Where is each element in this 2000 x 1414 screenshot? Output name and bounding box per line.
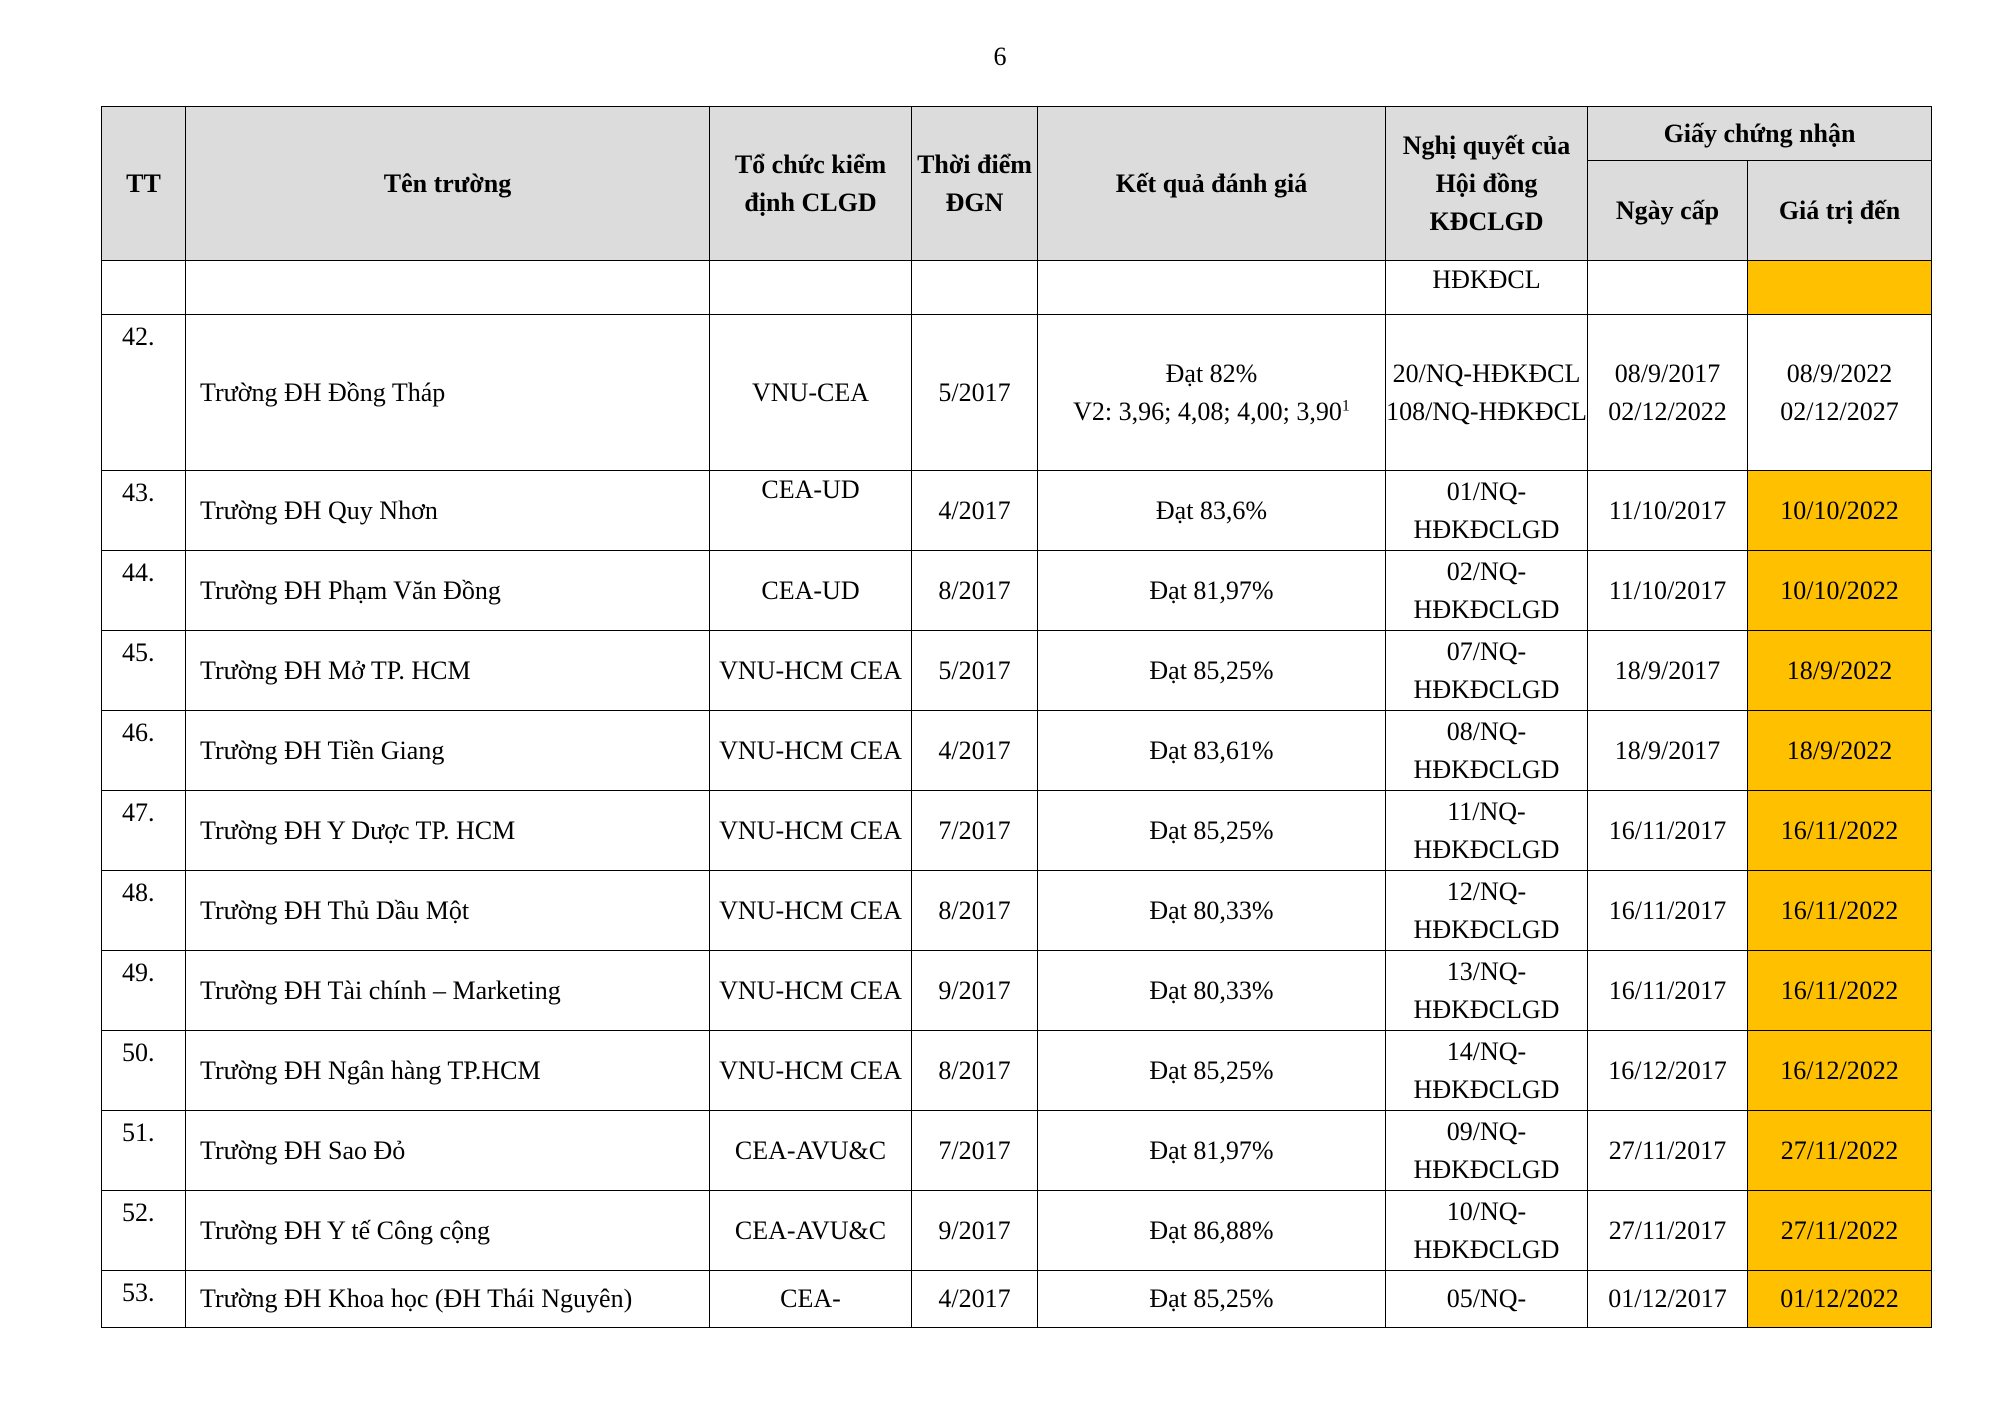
row-number: 52. — [102, 1191, 186, 1271]
org-cell: VNU-HCM CEA — [710, 791, 912, 871]
header-issue-date: Ngày cấp — [1588, 161, 1748, 261]
table-row — [102, 951, 1932, 1031]
valid-cell: 27/11/2022 — [1748, 1191, 1932, 1271]
row-number: 49. — [102, 951, 186, 1031]
valid-cell: 16/11/2022 — [1748, 871, 1932, 951]
resolution-cell: 20/NQ-HĐKĐCL 108/NQ-HĐKĐCL — [1386, 315, 1588, 471]
valid-cell: 27/11/2022 — [1748, 1111, 1932, 1191]
school-name: Trường ĐH Tài chính – Marketing — [186, 951, 710, 1031]
valid-cell: 16/11/2022 — [1748, 951, 1932, 1031]
table-row — [102, 1111, 1932, 1191]
result-cell: Đạt 81,97% — [1038, 551, 1386, 631]
org-cell: VNU-CEA — [710, 315, 912, 471]
school-name: Trường ĐH Y Dược TP. HCM — [186, 791, 710, 871]
row-number: 51. — [102, 1111, 186, 1191]
table-row — [102, 1191, 1932, 1271]
school-name: Trường ĐH Mở TP. HCM — [186, 631, 710, 711]
table-row — [102, 711, 1932, 791]
org-cell: VNU-HCM CEA — [710, 631, 912, 711]
time-cell: 7/2017 — [912, 1111, 1038, 1191]
accreditation-table — [101, 106, 1932, 1328]
issue-cell: 16/12/2017 — [1588, 1031, 1748, 1111]
resolution-cell: HĐKĐCL — [1386, 261, 1588, 315]
time-cell: 7/2017 — [912, 791, 1038, 871]
resolution-cell: 09/NQ-HĐKĐCLGD — [1386, 1111, 1588, 1191]
time-cell: 5/2017 — [912, 315, 1038, 471]
result-cell: Đạt 81,97% — [1038, 1111, 1386, 1191]
issue-cell: 16/11/2017 — [1588, 951, 1748, 1031]
row-number: 42. — [102, 315, 186, 471]
header-school: Tên trường — [186, 107, 710, 261]
school-name: Trường ĐH Sao Đỏ — [186, 1111, 710, 1191]
time-cell: 4/2017 — [912, 1271, 1038, 1328]
table-row — [102, 1271, 1932, 1328]
issue-cell: 27/11/2017 — [1588, 1111, 1748, 1191]
table-row — [102, 261, 1932, 315]
header-org: Tổ chức kiểm định CLGD — [710, 107, 912, 261]
table-row — [102, 471, 1932, 551]
table-row — [102, 791, 1932, 871]
resolution-cell: 07/NQ-HĐKĐCLGD — [1386, 631, 1588, 711]
valid-cell: 16/11/2022 — [1748, 791, 1932, 871]
result-cell: Đạt 86,88% — [1038, 1191, 1386, 1271]
org-cell: VNU-HCM CEA — [710, 711, 912, 791]
valid-cell: 10/10/2022 — [1748, 471, 1932, 551]
result-line-1: Đạt 82% — [1165, 358, 1258, 388]
result-cell: Đạt 85,25% — [1038, 1271, 1386, 1328]
time-cell: 5/2017 — [912, 631, 1038, 711]
row-number: 45. — [102, 631, 186, 711]
org-cell: CEA-AVU&C — [710, 1191, 912, 1271]
row-number: 47. — [102, 791, 186, 871]
result-cell: Đạt 85,25% — [1038, 631, 1386, 711]
row-number: 44. — [102, 551, 186, 631]
result-cell: Đạt 83,61% — [1038, 711, 1386, 791]
resolution-cell: 13/NQ-HĐKĐCLGD — [1386, 951, 1588, 1031]
issue-cell: 11/10/2017 — [1588, 471, 1748, 551]
row-number: 48. — [102, 871, 186, 951]
org-cell: CEA- — [710, 1271, 912, 1328]
issue-cell: 01/12/2017 — [1588, 1271, 1748, 1328]
row-number: 43. — [102, 471, 186, 551]
valid-cell — [1748, 261, 1932, 315]
resolution-cell: 05/NQ- — [1386, 1271, 1588, 1328]
footnote-mark: 1 — [1341, 396, 1350, 414]
valid-cell: 18/9/2022 — [1748, 631, 1932, 711]
school-name: Trường ĐH Tiền Giang — [186, 711, 710, 791]
school-name: Trường ĐH Ngân hàng TP.HCM — [186, 1031, 710, 1111]
issue-cell: 16/11/2017 — [1588, 791, 1748, 871]
valid-cell: 01/12/2022 — [1748, 1271, 1932, 1328]
resolution-cell: 08/NQ-HĐKĐCLGD — [1386, 711, 1588, 791]
result-cell: Đạt 80,33% — [1038, 871, 1386, 951]
resolution-cell: 02/NQ-HĐKĐCLGD — [1386, 551, 1588, 631]
result-cell: Đạt 80,33% — [1038, 951, 1386, 1031]
valid-cell: 16/12/2022 — [1748, 1031, 1932, 1111]
issue-cell: 18/9/2017 — [1588, 711, 1748, 791]
time-cell: 4/2017 — [912, 471, 1038, 551]
table-row — [102, 631, 1932, 711]
valid-cell: 08/9/2022 02/12/2027 — [1748, 315, 1932, 471]
header-valid-until: Giá trị đến — [1748, 161, 1932, 261]
school-name: Trường ĐH Y tế Công cộng — [186, 1191, 710, 1271]
issue-cell: 08/9/2017 02/12/2022 — [1588, 315, 1748, 471]
table-row — [102, 1031, 1932, 1111]
valid-cell: 18/9/2022 — [1748, 711, 1932, 791]
time-cell: 9/2017 — [912, 1191, 1038, 1271]
school-name: Trường ĐH Quy Nhơn — [186, 471, 710, 551]
org-cell: CEA-UD — [710, 551, 912, 631]
org-cell: CEA-AVU&C — [710, 1111, 912, 1191]
resolution-cell: 10/NQ-HĐKĐCLGD — [1386, 1191, 1588, 1271]
issue-cell: 18/9/2017 — [1588, 631, 1748, 711]
resolution-cell: 11/NQ-HĐKĐCLGD — [1386, 791, 1588, 871]
table-row — [102, 871, 1932, 951]
row-number: 53. — [102, 1271, 186, 1328]
org-cell: CEA-UD — [710, 471, 912, 551]
time-cell: 9/2017 — [912, 951, 1038, 1031]
header-time: Thời điểm ĐGN — [912, 107, 1038, 261]
result-cell: Đạt 85,25% — [1038, 1031, 1386, 1111]
resolution-cell: 14/NQ-HĐKĐCLGD — [1386, 1031, 1588, 1111]
resolution-cell: 01/NQ-HĐKĐCLGD — [1386, 471, 1588, 551]
page-number: 6 — [993, 42, 1007, 71]
issue-cell: 16/11/2017 — [1588, 871, 1748, 951]
issue-cell: 27/11/2017 — [1588, 1191, 1748, 1271]
org-cell: VNU-HCM CEA — [710, 871, 912, 951]
header-certificate: Giấy chứng nhận — [1588, 107, 1932, 161]
valid-cell: 10/10/2022 — [1748, 551, 1932, 631]
header-row — [102, 107, 1932, 161]
issue-cell: 11/10/2017 — [1588, 551, 1748, 631]
school-name: Trường ĐH Khoa học (ĐH Thái Nguyên) — [186, 1271, 710, 1328]
row-number: 46. — [102, 711, 186, 791]
school-name: Trường ĐH Phạm Văn Đồng — [186, 551, 710, 631]
header-tt: TT — [102, 107, 186, 261]
time-cell: 8/2017 — [912, 871, 1038, 951]
school-name: Trường ĐH Đồng Tháp — [186, 315, 710, 471]
time-cell: 8/2017 — [912, 551, 1038, 631]
result-cell: Đạt 85,25% — [1038, 791, 1386, 871]
org-cell: VNU-HCM CEA — [710, 951, 912, 1031]
row-number: 50. — [102, 1031, 186, 1111]
header-result: Kết quả đánh giá — [1038, 107, 1386, 261]
resolution-cell: 12/NQ-HĐKĐCLGD — [1386, 871, 1588, 951]
result-cell — [1038, 315, 1386, 471]
table-row — [102, 315, 1932, 471]
result-line-2: V2: 3,96; 4,08; 4,00; 3,90$^1$ — [1073, 396, 1350, 426]
time-cell: 4/2017 — [912, 711, 1038, 791]
school-name: Trường ĐH Thủ Dầu Một — [186, 871, 710, 951]
result-cell: Đạt 83,6% — [1038, 471, 1386, 551]
org-cell: VNU-HCM CEA — [710, 1031, 912, 1111]
time-cell: 8/2017 — [912, 1031, 1038, 1111]
header-resolution: Nghị quyết của Hội đồng KĐCLGD — [1386, 107, 1588, 261]
table-row — [102, 551, 1932, 631]
